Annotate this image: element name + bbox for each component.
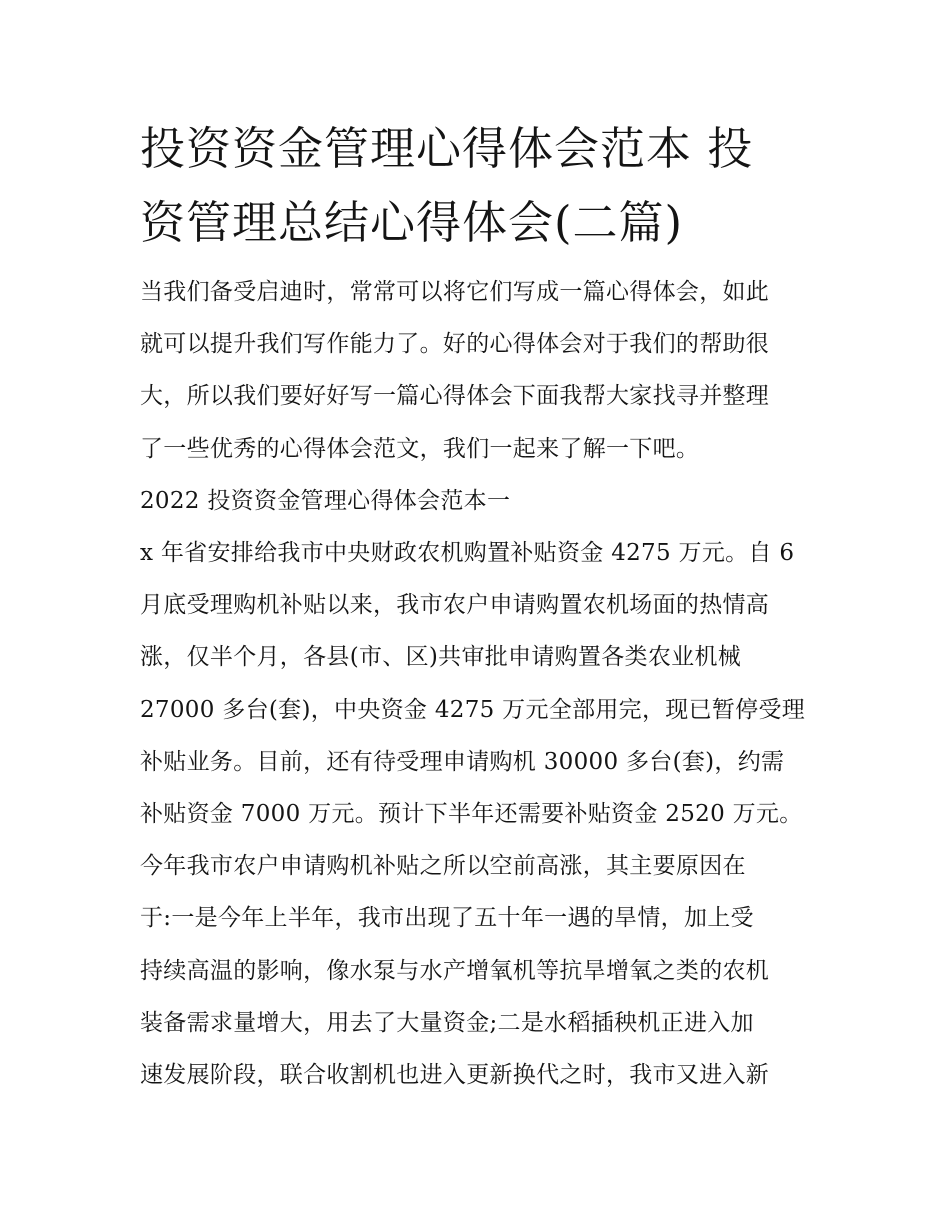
title-line: 资管理总结心得体会(二篇) — [140, 196, 684, 249]
document-page — [140, 112, 820, 1101]
body-paragraph-line: 装备需求量增大，用去了大量资金;二是水稻插秧机正进入加 — [140, 1009, 754, 1036]
body-paragraph-line: 27000 多台(套)，中央资金 4275 万元全部用完，现已暂停受理 — [140, 696, 806, 723]
body-paragraph-line: x 年省安排给我市中央财政农机购置补贴资金 4275 万元。自 6 — [140, 540, 795, 567]
title-line: 投资资金管理心得体会范本 投 — [140, 122, 754, 175]
body-paragraph-line: 持续高温的影响，像水泵与水产增氧机等抗旱增氧之类的农机 — [140, 957, 770, 984]
body-paragraph-line: 涨，仅半个月，各县(市、区)共审批申请购置各类农业机械 — [140, 644, 742, 671]
document-title — [140, 112, 820, 260]
intro-paragraph-line: 大，所以我们要好好写一篇心得体会下面我帮大家找寻并整理 — [140, 383, 770, 410]
intro-paragraph-line: 了一些优秀的心得体会范文，我们一起来了解一下吧。 — [140, 435, 700, 462]
body-paragraph-line: 月底受理购机补贴以来，我市农户申请购置农机场面的热情高 — [140, 592, 770, 619]
intro-paragraph-line: 就可以提升我们写作能力了。好的心得体会对于我们的帮助很 — [140, 331, 770, 358]
body-paragraph-line: 于:一是今年上半年，我市出现了五十年一遇的旱情，加上受 — [140, 905, 754, 932]
document-body — [140, 266, 820, 1101]
body-paragraph-line: 补贴业务。目前，还有待受理申请购机 30000 多台(套)，约需 — [140, 748, 785, 775]
body-paragraph-line: 今年我市农户申请购机补贴之所以空前高涨，其主要原因在 — [140, 853, 746, 880]
body-paragraph-line: 补贴资金 7000 万元。预计下半年还需要补贴资金 2520 万元。 — [140, 801, 803, 828]
body-paragraph-line: 速发展阶段，联合收割机也进入更新换代之时，我市又进入新 — [140, 1062, 770, 1089]
intro-paragraph-line: 当我们备受启迪时，常常可以将它们写成一篇心得体会，如此 — [140, 279, 770, 305]
section-heading: 2022 投资资金管理心得体会范本一 — [140, 487, 511, 514]
